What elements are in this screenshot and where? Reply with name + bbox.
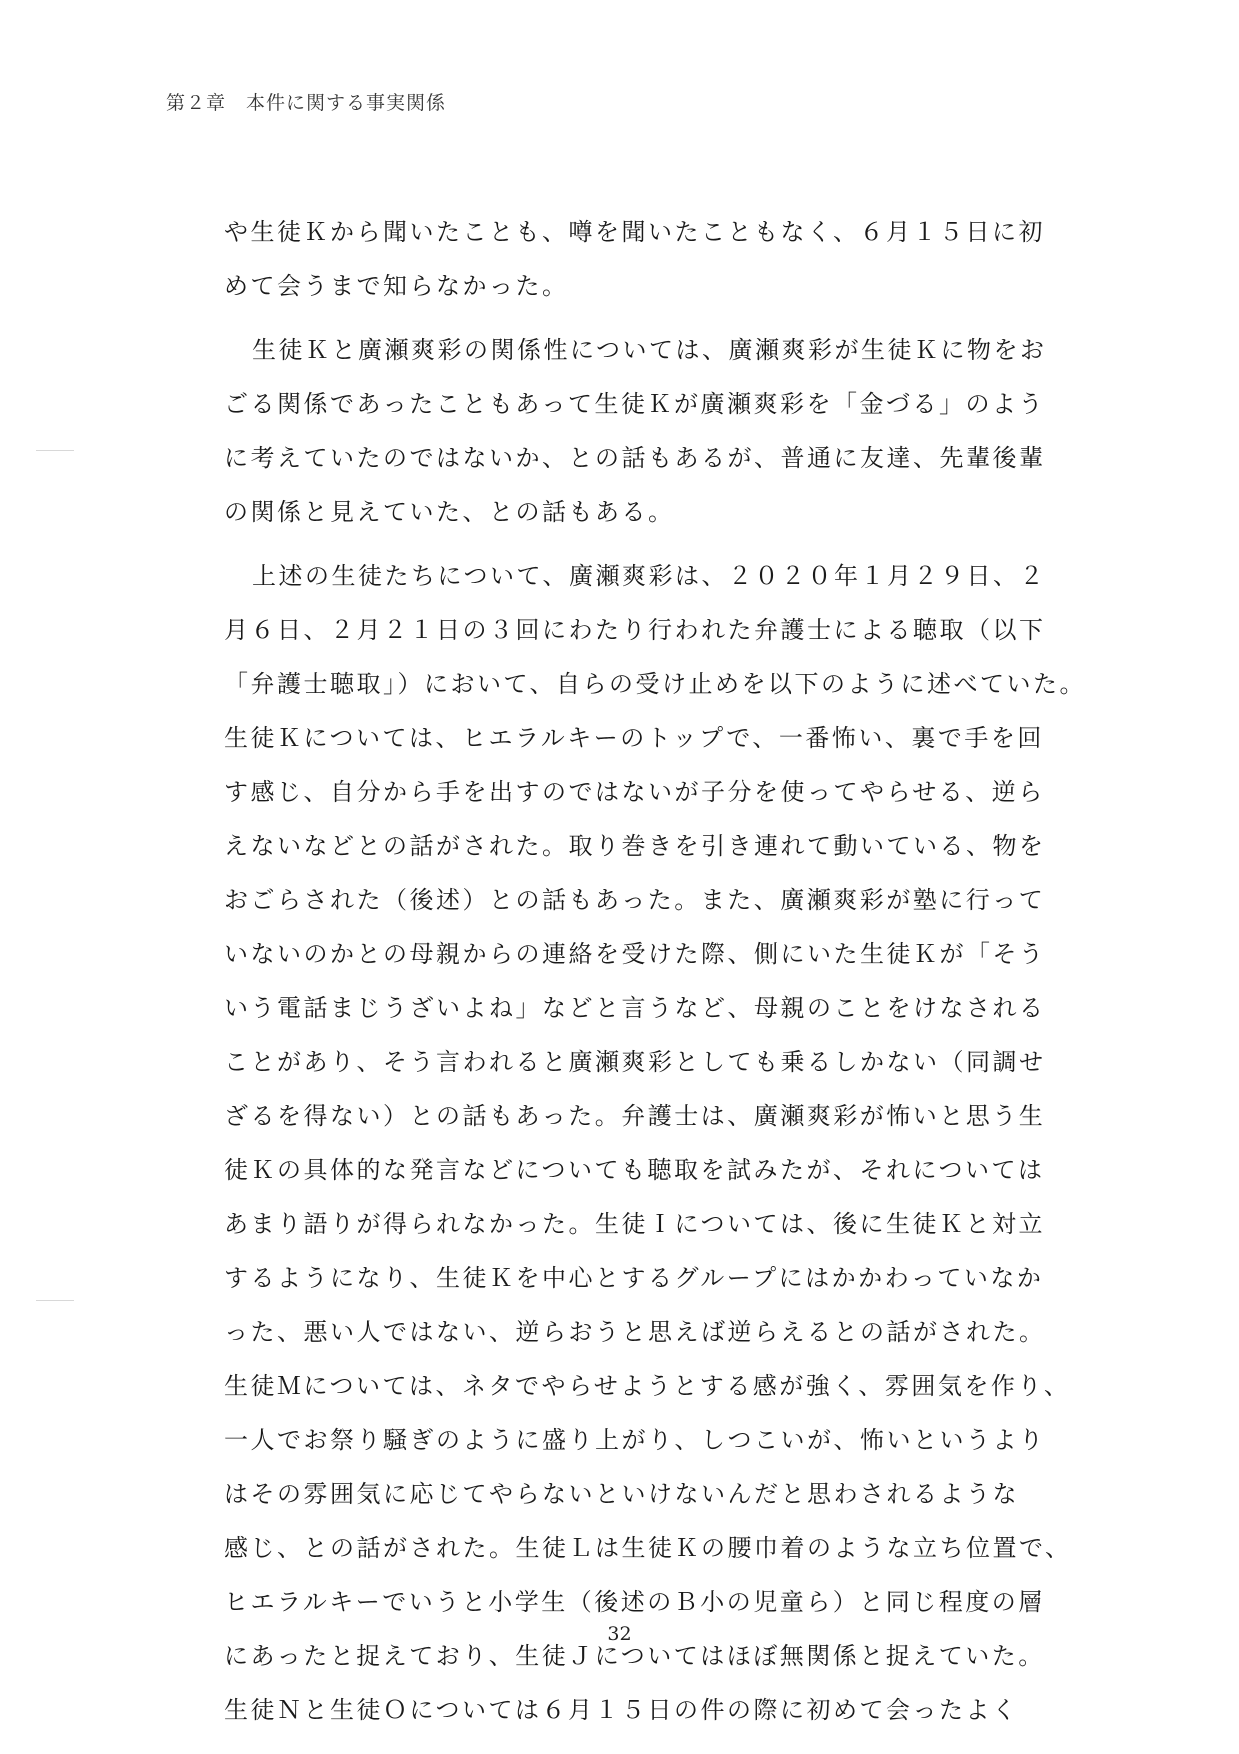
text-line: 生徒Ｋと廣瀬爽彩の関係性については、廣瀬爽彩が生徒Ｋに物をお [252,336,1047,364]
text-line: ことがあり、そう言われると廣瀬爽彩としても乗るしかない（同調せ [224,1048,1046,1076]
text-line: 感じ、との話がされた。生徒Ｌは生徒Ｋの腰巾着のような立ち位置で、 [224,1534,1072,1562]
margin-mark-bottom [36,1300,74,1301]
text-line: あまり語りが得られなかった。生徒Ｉについては、後に生徒Ｋと対立 [224,1210,1046,1238]
text-line: おごらされた（後述）との話もあった。また、廣瀬爽彩が塾に行って [224,886,1046,914]
text-line: ざるを得ない）との話もあった。弁護士は、廣瀬爽彩が怖いと思う生 [224,1102,1046,1130]
text-line: えないなどとの話がされた。取り巻きを引き連れて動いている、物を [224,832,1046,860]
text-line: 一人でお祭り騒ぎのように盛り上がり、しつこいが、怖いというより [224,1426,1046,1454]
text-line: に考えていたのではないか、との話もあるが、普通に友達、先輩後輩 [224,444,1046,472]
margin-mark-top [36,450,74,451]
text-line: するようになり、生徒Ｋを中心とするグループにはかかわっていなか [224,1264,1044,1292]
text-line: にあったと捉えており、生徒Ｊについてはほぼ無関係と捉えていた。 [224,1642,1045,1670]
paragraph-2 [224,323,1047,539]
text-line: いないのかとの母親からの連絡を受けた際、側にいた生徒Ｋが「そう [224,940,1046,968]
text-line: 上述の生徒たちについて、廣瀬爽彩は、２０２０年１月２９日、２ [252,562,1047,590]
text-line: 生徒Ｍについては、ネタでやらせようとする感が強く、雰囲気を作り、 [224,1372,1071,1400]
text-line: いう電話まじうざいよね」などと言うなど、母親のことをけなされる [224,994,1046,1022]
text-line: や生徒Ｋから聞いたことも、噂を聞いたこともなく、６月１５日に初 [224,218,1046,246]
body-text [224,205,1087,1747]
text-line: す感じ、自分から手を出すのではないが子分を使ってやらせる、逆ら [224,778,1045,806]
text-line: 月６日、２月２１日の３回にわたり行われた弁護士による聴取（以下 [224,616,1046,644]
text-line: った、悪い人ではない、逆らおうと思えば逆らえるとの話がされた。 [224,1318,1046,1346]
text-line: ヒエラルキーでいうと小学生（後述のＢ小の児童ら）と同じ程度の層 [224,1588,1045,1616]
text-line: ごる関係であったこともあって生徒Ｋが廣瀬爽彩を「金づる」のよう [224,390,1046,418]
text-line: はその雰囲気に応じてやらないといけないんだと思わされるような [224,1480,1019,1508]
text-line: の関係と見えていた、との話もある。 [224,498,675,526]
text-line: めて会うまで知らなかった。 [224,272,569,300]
paragraph-1 [224,205,1044,313]
page-number: 32 [607,1623,632,1645]
text-line: 生徒Ｋについては、ヒエラルキーのトップで、一番怖い、裏で手を回 [224,724,1044,752]
paragraph-3 [224,549,1087,1737]
text-line: 「弁護士聴取」）において、自らの受け止めを以下のように述べていた。 [224,670,1087,698]
text-line: 生徒Ｎと生徒Ｏについては６月１５日の件の際に初めて会ったよく [224,1696,1019,1724]
text-line: 徒Ｋの具体的な発言などについても聴取を試みたが、それについては [224,1156,1045,1184]
chapter-header: 第２章 本件に関する事実関係 [166,92,447,114]
